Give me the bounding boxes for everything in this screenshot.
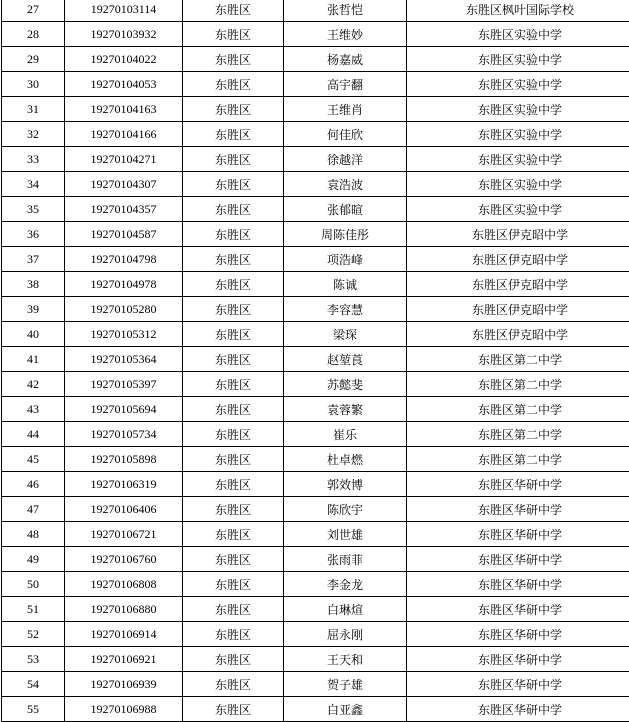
school-cell: 东胜区伊克昭中学 xyxy=(407,247,629,272)
district-cell: 东胜区 xyxy=(183,247,284,272)
row-number-cell: 48 xyxy=(2,522,65,547)
row-number-cell: 37 xyxy=(2,247,65,272)
row-number-cell: 52 xyxy=(2,622,65,647)
district-cell: 东胜区 xyxy=(183,147,284,172)
table-row xyxy=(2,697,629,722)
exam-id-cell: 19270104053 xyxy=(65,72,183,97)
district-cell: 东胜区 xyxy=(183,122,284,147)
school-cell: 东胜区第二中学 xyxy=(407,397,629,422)
school-cell: 东胜区第二中学 xyxy=(407,347,629,372)
student-name-cell: 陈诚 xyxy=(284,272,407,297)
student-name-cell: 何佳欣 xyxy=(284,122,407,147)
student-name-cell: 贺子雄 xyxy=(284,672,407,697)
school-cell: 东胜区华研中学 xyxy=(407,697,629,722)
student-name-cell: 袁蓉繁 xyxy=(284,397,407,422)
row-number-cell: 29 xyxy=(2,47,65,72)
school-cell: 东胜区实验中学 xyxy=(407,97,629,122)
table-row xyxy=(2,197,629,222)
table-row xyxy=(2,597,629,622)
district-cell: 东胜区 xyxy=(183,547,284,572)
table-row xyxy=(2,72,629,97)
exam-id-cell: 19270104307 xyxy=(65,172,183,197)
student-name-cell: 杨嘉威 xyxy=(284,47,407,72)
school-cell: 东胜区实验中学 xyxy=(407,22,629,47)
table-row xyxy=(2,372,629,397)
district-cell: 东胜区 xyxy=(183,297,284,322)
district-cell: 东胜区 xyxy=(183,622,284,647)
table-row xyxy=(2,472,629,497)
exam-id-cell: 19270103932 xyxy=(65,22,183,47)
table-row xyxy=(2,422,629,447)
exam-id-cell: 19270106880 xyxy=(65,597,183,622)
row-number-cell: 27 xyxy=(2,0,65,22)
student-name-cell: 王天和 xyxy=(284,647,407,672)
student-name-cell: 陈欣宇 xyxy=(284,497,407,522)
exam-id-cell: 19270105312 xyxy=(65,322,183,347)
school-cell: 东胜区实验中学 xyxy=(407,47,629,72)
student-name-cell: 刘世雄 xyxy=(284,522,407,547)
school-cell: 东胜区华研中学 xyxy=(407,472,629,497)
district-cell: 东胜区 xyxy=(183,397,284,422)
table-row xyxy=(2,172,629,197)
school-cell: 东胜区华研中学 xyxy=(407,497,629,522)
exam-id-cell: 19270104163 xyxy=(65,97,183,122)
table-row xyxy=(2,147,629,172)
student-name-cell: 白琳煊 xyxy=(284,597,407,622)
exam-id-cell: 19270106921 xyxy=(65,647,183,672)
row-number-cell: 45 xyxy=(2,447,65,472)
school-cell: 东胜区华研中学 xyxy=(407,647,629,672)
row-number-cell: 40 xyxy=(2,322,65,347)
table-body xyxy=(2,0,629,722)
district-cell: 东胜区 xyxy=(183,47,284,72)
district-cell: 东胜区 xyxy=(183,97,284,122)
row-number-cell: 42 xyxy=(2,372,65,397)
row-number-cell: 30 xyxy=(2,72,65,97)
school-cell: 东胜区实验中学 xyxy=(407,72,629,97)
student-name-cell: 苏懿斐 xyxy=(284,372,407,397)
table-row xyxy=(2,522,629,547)
school-cell: 东胜区实验中学 xyxy=(407,172,629,197)
student-name-cell: 郭效博 xyxy=(284,472,407,497)
row-number-cell: 38 xyxy=(2,272,65,297)
row-number-cell: 34 xyxy=(2,172,65,197)
school-cell: 东胜区第二中学 xyxy=(407,422,629,447)
school-cell: 东胜区华研中学 xyxy=(407,597,629,622)
table-row xyxy=(2,122,629,147)
exam-id-cell: 19270104166 xyxy=(65,122,183,147)
table-row xyxy=(2,247,629,272)
district-cell: 东胜区 xyxy=(183,22,284,47)
table-row xyxy=(2,672,629,697)
table-row xyxy=(2,397,629,422)
student-name-cell: 王维肖 xyxy=(284,97,407,122)
district-cell: 东胜区 xyxy=(183,422,284,447)
school-cell: 东胜区华研中学 xyxy=(407,522,629,547)
row-number-cell: 41 xyxy=(2,347,65,372)
row-number-cell: 53 xyxy=(2,647,65,672)
row-number-cell: 39 xyxy=(2,297,65,322)
student-name-cell: 崔乐 xyxy=(284,422,407,447)
table-row xyxy=(2,572,629,597)
district-cell: 东胜区 xyxy=(183,72,284,97)
district-cell: 东胜区 xyxy=(183,522,284,547)
school-cell: 东胜区第二中学 xyxy=(407,372,629,397)
exam-id-cell: 19270105364 xyxy=(65,347,183,372)
table-row xyxy=(2,497,629,522)
exam-id-cell: 19270104022 xyxy=(65,47,183,72)
district-cell: 东胜区 xyxy=(183,222,284,247)
row-number-cell: 51 xyxy=(2,597,65,622)
row-number-cell: 33 xyxy=(2,147,65,172)
row-number-cell: 49 xyxy=(2,547,65,572)
row-number-cell: 36 xyxy=(2,222,65,247)
student-name-cell: 赵堃莨 xyxy=(284,347,407,372)
district-cell: 东胜区 xyxy=(183,647,284,672)
exam-id-cell: 19270104978 xyxy=(65,272,183,297)
school-cell: 东胜区实验中学 xyxy=(407,122,629,147)
exam-id-cell: 19270106914 xyxy=(65,622,183,647)
exam-id-cell: 19270106406 xyxy=(65,497,183,522)
table-row xyxy=(2,447,629,472)
exam-id-cell: 19270106808 xyxy=(65,572,183,597)
table-row xyxy=(2,97,629,122)
exam-id-cell: 19270105397 xyxy=(65,372,183,397)
district-cell: 东胜区 xyxy=(183,272,284,297)
row-number-cell: 28 xyxy=(2,22,65,47)
school-cell: 东胜区第二中学 xyxy=(407,447,629,472)
district-cell: 东胜区 xyxy=(183,697,284,722)
table-row xyxy=(2,222,629,247)
table-row xyxy=(2,47,629,72)
row-number-cell: 55 xyxy=(2,697,65,722)
row-number-cell: 47 xyxy=(2,497,65,522)
district-cell: 东胜区 xyxy=(183,172,284,197)
exam-id-cell: 19270104587 xyxy=(65,222,183,247)
student-name-cell: 项浩峰 xyxy=(284,247,407,272)
school-cell: 东胜区华研中学 xyxy=(407,547,629,572)
district-cell: 东胜区 xyxy=(183,347,284,372)
table-row xyxy=(2,297,629,322)
row-number-cell: 35 xyxy=(2,197,65,222)
student-table xyxy=(1,0,629,722)
table-row xyxy=(2,322,629,347)
school-cell: 东胜区华研中学 xyxy=(407,572,629,597)
school-cell: 东胜区华研中学 xyxy=(407,672,629,697)
row-number-cell: 50 xyxy=(2,572,65,597)
school-cell: 东胜区伊克昭中学 xyxy=(407,297,629,322)
table-row xyxy=(2,547,629,572)
row-number-cell: 31 xyxy=(2,97,65,122)
district-cell: 东胜区 xyxy=(183,472,284,497)
student-name-cell: 袁浩波 xyxy=(284,172,407,197)
exam-id-cell: 19270105734 xyxy=(65,422,183,447)
student-name-cell: 白亚鑫 xyxy=(284,697,407,722)
school-cell: 东胜区实验中学 xyxy=(407,197,629,222)
exam-id-cell: 19270105898 xyxy=(65,447,183,472)
school-cell: 东胜区伊克昭中学 xyxy=(407,322,629,347)
exam-id-cell: 19270104357 xyxy=(65,197,183,222)
exam-id-cell: 19270106319 xyxy=(65,472,183,497)
exam-id-cell: 19270106988 xyxy=(65,697,183,722)
district-cell: 东胜区 xyxy=(183,322,284,347)
student-name-cell: 王维妙 xyxy=(284,22,407,47)
student-name-cell: 徐越洋 xyxy=(284,147,407,172)
exam-id-cell: 19270105694 xyxy=(65,397,183,422)
table-row xyxy=(2,272,629,297)
student-name-cell: 杜卓燃 xyxy=(284,447,407,472)
exam-id-cell: 19270106939 xyxy=(65,672,183,697)
row-number-cell: 32 xyxy=(2,122,65,147)
district-cell: 东胜区 xyxy=(183,0,284,22)
student-name-cell: 李容慧 xyxy=(284,297,407,322)
table-row xyxy=(2,647,629,672)
district-cell: 东胜区 xyxy=(183,447,284,472)
district-cell: 东胜区 xyxy=(183,197,284,222)
student-name-cell: 周陈佳彤 xyxy=(284,222,407,247)
school-cell: 东胜区伊克昭中学 xyxy=(407,272,629,297)
student-name-cell: 张哲恺 xyxy=(284,0,407,22)
table-row xyxy=(2,347,629,372)
student-name-cell: 高宇翻 xyxy=(284,72,407,97)
row-number-cell: 43 xyxy=(2,397,65,422)
school-cell: 东胜区伊克昭中学 xyxy=(407,222,629,247)
student-name-cell: 张雨菲 xyxy=(284,547,407,572)
district-cell: 东胜区 xyxy=(183,597,284,622)
student-name-cell: 李金龙 xyxy=(284,572,407,597)
exam-id-cell: 19270105280 xyxy=(65,297,183,322)
row-number-cell: 46 xyxy=(2,472,65,497)
row-number-cell: 44 xyxy=(2,422,65,447)
school-cell: 东胜区枫叶国际学校 xyxy=(407,0,629,22)
exam-id-cell: 19270104271 xyxy=(65,147,183,172)
district-cell: 东胜区 xyxy=(183,572,284,597)
student-name-cell: 梁琛 xyxy=(284,322,407,347)
table-row xyxy=(2,622,629,647)
exam-id-cell: 19270104798 xyxy=(65,247,183,272)
table-row xyxy=(2,0,629,22)
school-cell: 东胜区华研中学 xyxy=(407,622,629,647)
student-name-cell: 张郁暄 xyxy=(284,197,407,222)
row-number-cell: 54 xyxy=(2,672,65,697)
exam-id-cell: 19270106721 xyxy=(65,522,183,547)
exam-id-cell: 19270106760 xyxy=(65,547,183,572)
district-cell: 东胜区 xyxy=(183,372,284,397)
district-cell: 东胜区 xyxy=(183,497,284,522)
district-cell: 东胜区 xyxy=(183,672,284,697)
school-cell: 东胜区实验中学 xyxy=(407,147,629,172)
student-name-cell: 屈永刚 xyxy=(284,622,407,647)
table-row xyxy=(2,22,629,47)
exam-id-cell: 19270103114 xyxy=(65,0,183,22)
